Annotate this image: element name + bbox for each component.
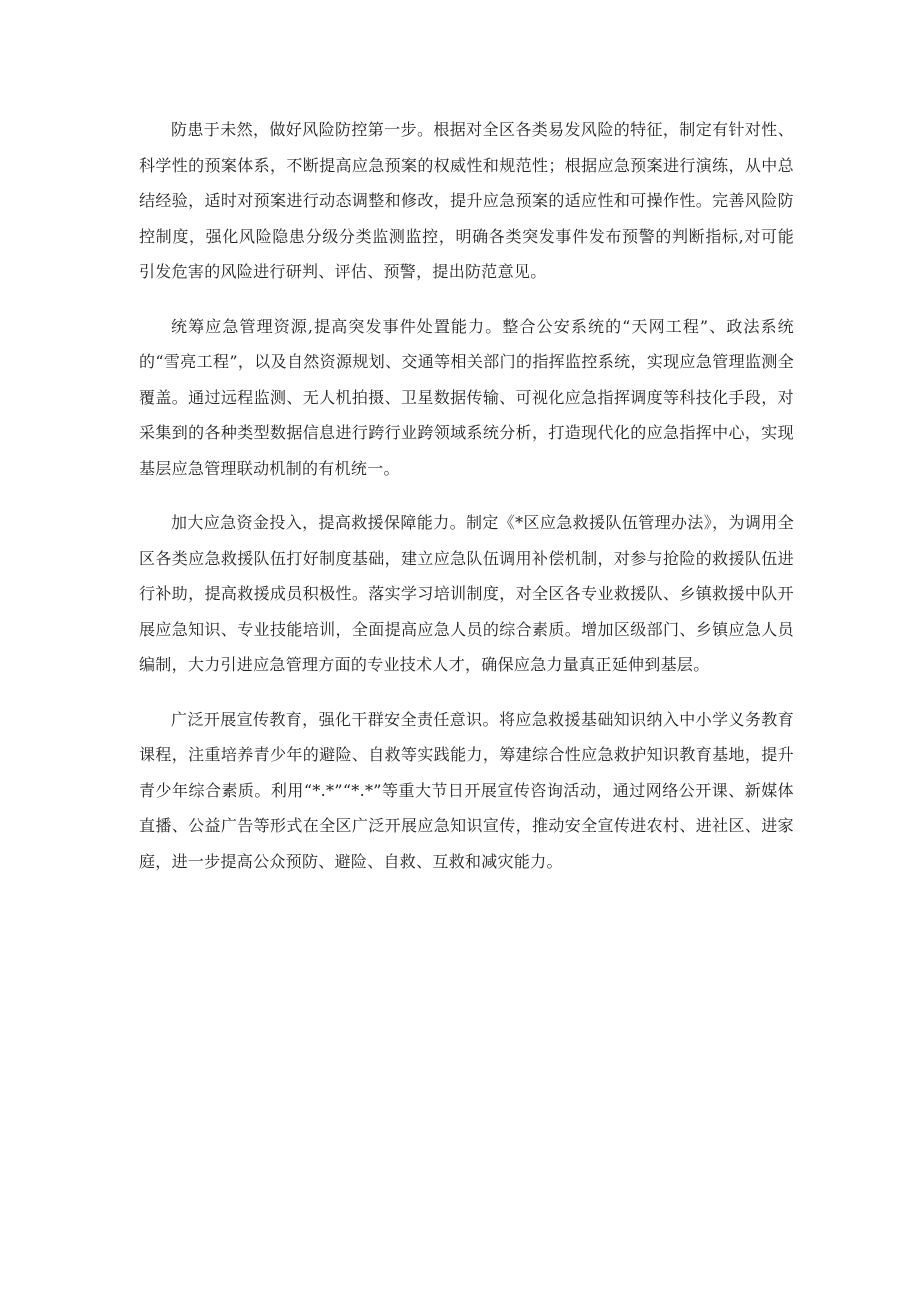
paragraph-publicity-education: 广泛开展宣传教育，强化干群安全责任意识。将应急救援基础知识纳入中小学义务教育课程，注重培养青少年的避险、自救等实践能力，筹建综合性应急救护知识教育基地，提升青少年综合素质。利用“*.*”“*.*”等重大节日开展宣传咨询活动，通过网络公开课、新媒体直播、公益广告等形式在全区广泛开展应急知识宣传，推动安全宣传进农村、进社区、进家庭，进一步提高公众预防、避险、自救、互救和减灾能力。 (139, 709, 794, 871)
document-body (139, 112, 794, 898)
paragraph-resource-coordination: 统筹应急管理资源,提高突发事件处置能力。整合公安系统的“天网工程”、政法系统的“雪亮工程”，以及自然资源规划、交通等相关部门的指挥监控系统，实现应急管理监测全覆盖。通过远程监测、无人机拍摄、卫星数据传输、可视化应急指挥调度等科技化手段，对采集到的各种类型数据信息进行跨行业跨领域系统分析，打造现代化的应急指挥中心，实现基层应急管理联动机制的有机统一。 (139, 316, 794, 478)
paragraph-risk-prevention: 防患于未然，做好风险防控第一步。根据对全区各类易发风险的特征，制定有针对性、科学性的预案体系，不断提高应急预案的权威性和规范性；根据应急预案进行演练，从中总结经验，适时对预案进行动态调整和修改，提升应急预案的适应性和可操作性。完善风险防控制度，强化风险隐患分级分类监测监控，明确各类突发事件发布预警的判断指标,对可能引发危害的风险进行研判、评估、预警，提出防范意见。 (139, 120, 794, 281)
paragraph-funding-investment: 加大应急资金投入，提高救援保障能力。制定《*区应急救援队伍管理办法》，为调用全区各类应急救援队伍打好制度基础，建立应急队伍调用补偿机制，对参与抢险的救援队伍进行补助，提高救援成员积极性。落实学习培训制度，对全区各专业救援队、乡镇救援中队开展应急知识、专业技能培训，全面提高应急人员的综合素质。增加区级部门、乡镇应急人员编制，大力引进应急管理方面的专业技术人才，确保应急力量真正延伸到基层。 (139, 513, 794, 674)
